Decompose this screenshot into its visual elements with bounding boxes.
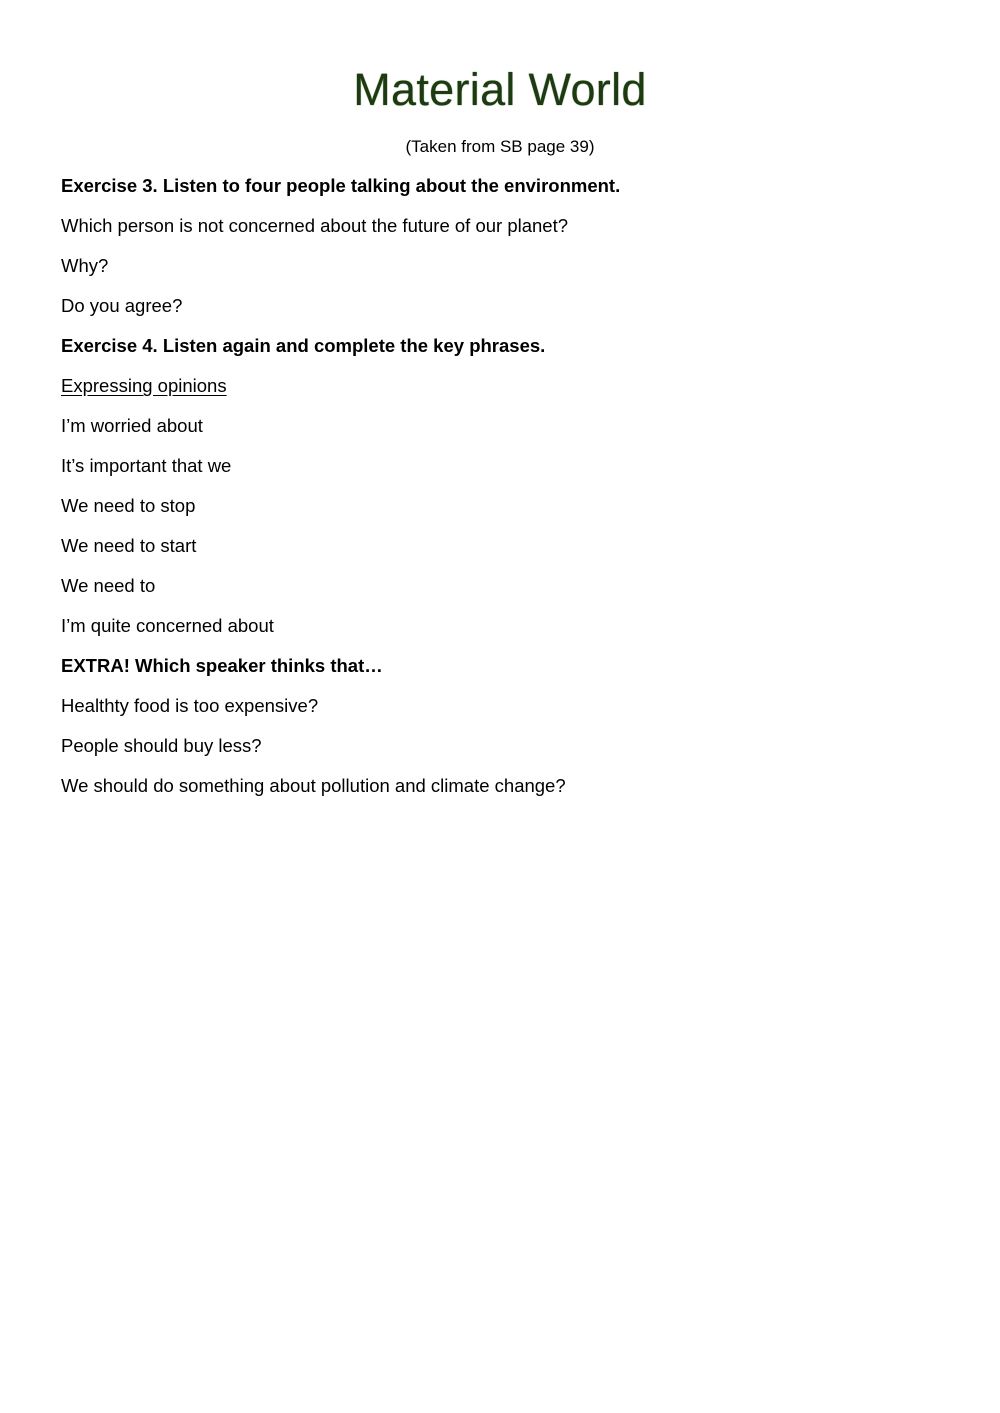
extra-heading: EXTRA! Which speaker thinks that… [61,655,383,676]
extra-question: People should buy less? [61,735,262,756]
exercise-3-question: Why? [61,255,109,276]
exercise-4-heading: Exercise 4. Listen again and complete the key phrases. [61,335,546,356]
exercise-3-question: Do you agree? [61,295,183,316]
exercise-3-heading: Exercise 3. Listen to four people talking about the environment. [61,175,621,196]
extra-question: We should do something about pollution and climate change? [61,775,566,796]
key-phrase: I’m quite concerned about [61,615,274,636]
key-phrase: We need to [61,575,156,596]
key-phrase: It’s important that we [61,455,232,476]
key-phrase: We need to stop [61,495,196,516]
page-subtitle: (Taken from SB page 39) [405,137,595,156]
section-title-expressing-opinions: Expressing opinions [61,375,227,396]
key-phrase: We need to start [61,535,197,556]
extra-question: Healthty food is too expensive? [61,695,319,716]
exercise-3-question: Which person is not concerned about the future of our planet? [61,215,569,236]
page-title: Material World [353,64,647,115]
key-phrase: I’m worried about [61,415,203,436]
